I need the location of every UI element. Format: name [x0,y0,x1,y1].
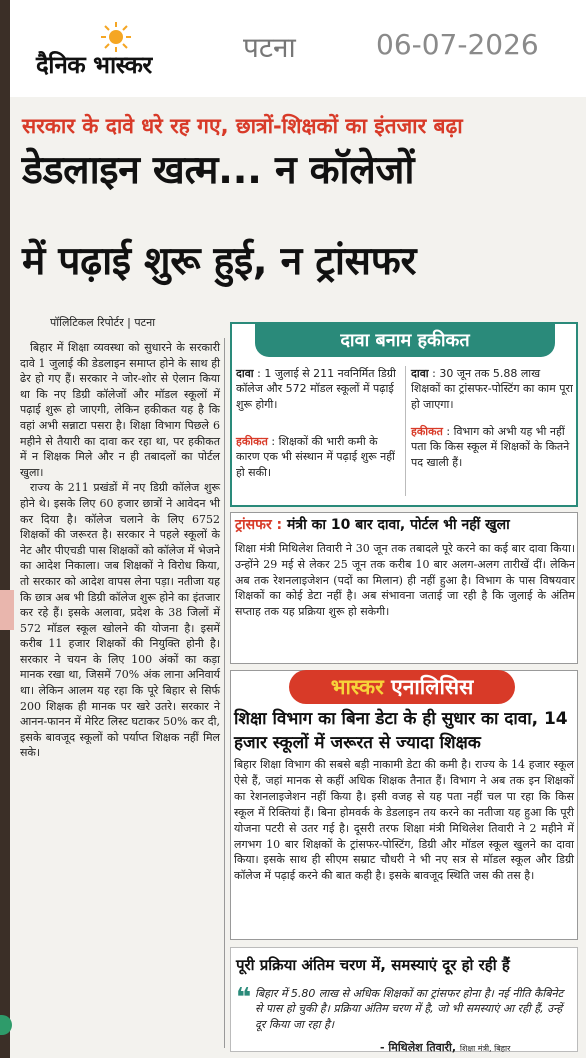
signature-designation: शिक्षा मंत्री, बिहार [459,1044,511,1053]
transfer-tag: ट्रांसफर : [235,517,283,533]
article-body [20,340,220,761]
right-claim: दावा : 30 जून तक 5.88 लाख शिक्षकों का ट्रांसफर-पोस्टिंग का काम पूरा हो जाएगा। [411,367,573,411]
adjacent-clipping [0,590,14,630]
edition-city: पटना [243,31,296,64]
right-claim-text: 30 जून तक 5.88 लाख शिक्षकों का ट्रांसफर-पोस्टिंग का काम पूरा हो जाएगा। [411,367,573,411]
headline-line-2: में पढ़ाई शुरू हुई, न ट्रांसफर [22,239,417,284]
reality-label-2: हकीकत [411,425,443,438]
banner-label: एनालिसिस [391,675,474,699]
headline-line-1: डेडलाइन खत्म... न कॉलेजों [22,148,415,193]
body-paragraph-2: राज्य के 211 प्रखंडों में नए डिग्री कॉलेज शुरू होने थे। इसके लिए 60 हजार छात्रों ने आवेदन भी कर दिया है। कॉलेज चलाने के लिए 6752 शिक्षकों की जरूरत है। सरकार ने पहले स्कूलों के नेट और पीएचडी पास शिक्षकों को कॉलेज में भेजने का आदेश निकाला। जब शिक्षकों ने विरोध किया, तो सरकार को आदेश वापस लेना पड़ा। नतीजा यह कि छात्र अब भी डिग्री कॉलेज शुरू होने का इंतजार कर रहे हैं। इसके अलावा, प्रदेश के 38 जिलों में 572 मॉडल स्कूल खोलने की योजना है। इसमें करीब 11 हजार शिक्षकों की नियुक्ति होनी है। सरकार ने चयन के लिए 100 अंकों का कड़ा मानक रखा था, जिसमें 70% अंक लाना अनिवार्य था। लेकिन आलम यह रहा कि पूरे बिहार से सिर्फ 200 शिक्षक ही मानक पर खरे उतरे। सरकार ने आनन-फानन में मेरिट लिस्ट घटाकर 50% कर दी, इसके बावजूद स्कूलों को पर्याप्त शिक्षक नहीं मिल सके। [20,481,220,760]
article-kicker: सरकार के दावे धरे रह गए, छात्रों-शिक्षकों का इंतजार बढ़ा [22,114,463,138]
signature-name: - मिथिलेश तिवारी, [380,1041,457,1054]
column-divider [224,338,225,1048]
claim-vs-reality-title: दावा बनाम हकीकत [255,324,555,357]
masthead [0,0,586,96]
analysis-banner [289,670,515,704]
transfer-headline [235,515,510,534]
quote-signature [380,1040,510,1055]
left-claim: दावा : 1 जुलाई से 211 नवनिर्मित डिग्री कॉलेज और 572 मॉडल स्कूलों में पढ़ाई शुरू होगी। [236,367,396,411]
left-reality: हकीकत : शिक्षकों की भारी कमी के कारण एक भी संस्थान में पढ़ाई शुरू नहीं हो सकी। [236,435,395,479]
byline: पॉलिटिकल रिपोर्टर | पटना [50,316,156,329]
left-reality-text: शिक्षकों की भारी कमी के कारण एक भी संस्थान में पढ़ाई शुरू नहीं हो सकी। [236,435,395,479]
analysis-headline: शिक्षा विभाग का बिना डेटा के ही सुधार का दावा, 14 हजार स्कूलों में जरूरत से ज्यादा शिक्षक [234,709,568,753]
newspaper-logo: दैनिक भास्कर [36,51,152,79]
left-claim-text: 1 जुलाई से 211 नवनिर्मित डिग्री कॉलेज और 572 मॉडल स्कूलों में पढ़ाई शुरू होगी। [236,367,396,411]
claim-label-2: दावा [411,367,429,380]
edition-date: 06-07-2026 [376,28,539,61]
transfer-body: शिक्षा मंत्री मिथिलेश तिवारी ने 30 जून तक तबादले पूरे करने का कई बार दावा किया। उन्होंने 29 मई से लेकर 25 जून तक करीब 10 बार अलग-अलग तारीखें दीं। लेकिन अब तक रेशनलाइजेशन (पदों का मिलान) ही नहीं हुआ है। विभाग के पास विषयवार शिक्षकों का कोई डेटा नहीं है। अब संभावना जताई जा रही है कि जुलाई के अंतिम सप्ताह तक यह प्रक्रिया शुरू हो सकेगी। [235,542,575,619]
transfer-headline-text: मंत्री का 10 बार दावा, पोर्टल भी नहीं खुला [287,517,510,533]
right-reality-text: विभाग को अभी यह भी नहीं पता कि किस स्कूल में शिक्षकों के कितने पद खाली हैं। [411,425,570,469]
page-edge [0,0,10,1058]
quote-icon: ❝ [236,983,252,1013]
body-paragraph-1: बिहार में शिक्षा व्यवस्था को सुधारने के सरकारी दावे 1 जुलाई की डेडलाइन समाप्त होने के साथ ही ढेर हो गए हैं। सरकार ने जोर-शोर से ऐलान किया था कि नए डिग्री कॉलेजों और मॉडल स्कूलों में पढ़ाई शुरू हो जाएगी, लेकिन हकीकत यह है कि वहां अभी सन्नाटा पसरा है। शिक्षा विभाग पिछले 6 महीने से तैयारी का दावा कर रहा था, पर हकीकत में न शिक्षक मिले और न ही तबादलों का पोर्टल खुला। [20,341,220,479]
analysis-body: बिहार शिक्षा विभाग की सबसे बड़ी नाकामी डेटा की कमी है। राज्य के 14 हजार स्कूल ऐसे हैं, जहां मानक से कहीं अधिक शिक्षक तैनात हैं। विभाग ने अब तक इन शिक्षकों का रेशनलाइजेशन नहीं किया है। इसी वजह से यह पता नहीं चल पा रहा कि किस स्कूल में रिक्तियां हैं। बिना होमवर्क के डेडलाइन तय करने का नतीजा यह हुआ कि पूरी योजना पटरी से उतर गई है। दूसरी तरफ शिक्षा मंत्री मिथिलेश तिवारी ने 2 महीने में लगभग 10 बार शिक्षकों के ट्रांसफर-पोस्टिंग, डिग्री और मॉडल स्कूल खुलने का दावा किया। इसके साथ ही सीएम सम्राट चौधरी ने भी नए सत्र से मॉडल स्कूल और डिग्री कॉलेज में पढ़ाई करने की बात कही है। इसके बावजूद स्थिति जस की तस है। [234,758,574,883]
claim-label: दावा [236,367,254,380]
banner-brand: भास्कर [330,675,384,699]
claim-divider [405,366,406,496]
quote-headline: पूरी प्रक्रिया अंतिम चरण में, समस्याएं दूर हो रही हैं [236,956,510,974]
minister-quote: बिहार में 5.80 लाख से अधिक शिक्षकों का ट्रांसफर होना है। नई नीति कैबिनेट से पास हो चुकी है। प्रक्रिया अंतिम चरण में है, जो भी समस्याएं आ रही हैं, उन्हें दूर किया जा रहा है। [255,987,564,1031]
reality-label: हकीकत [236,435,268,448]
right-reality: हकीकत : विभाग को अभी यह भी नहीं पता कि किस स्कूल में शिक्षकों के कितने पद खाली हैं। [411,425,570,469]
